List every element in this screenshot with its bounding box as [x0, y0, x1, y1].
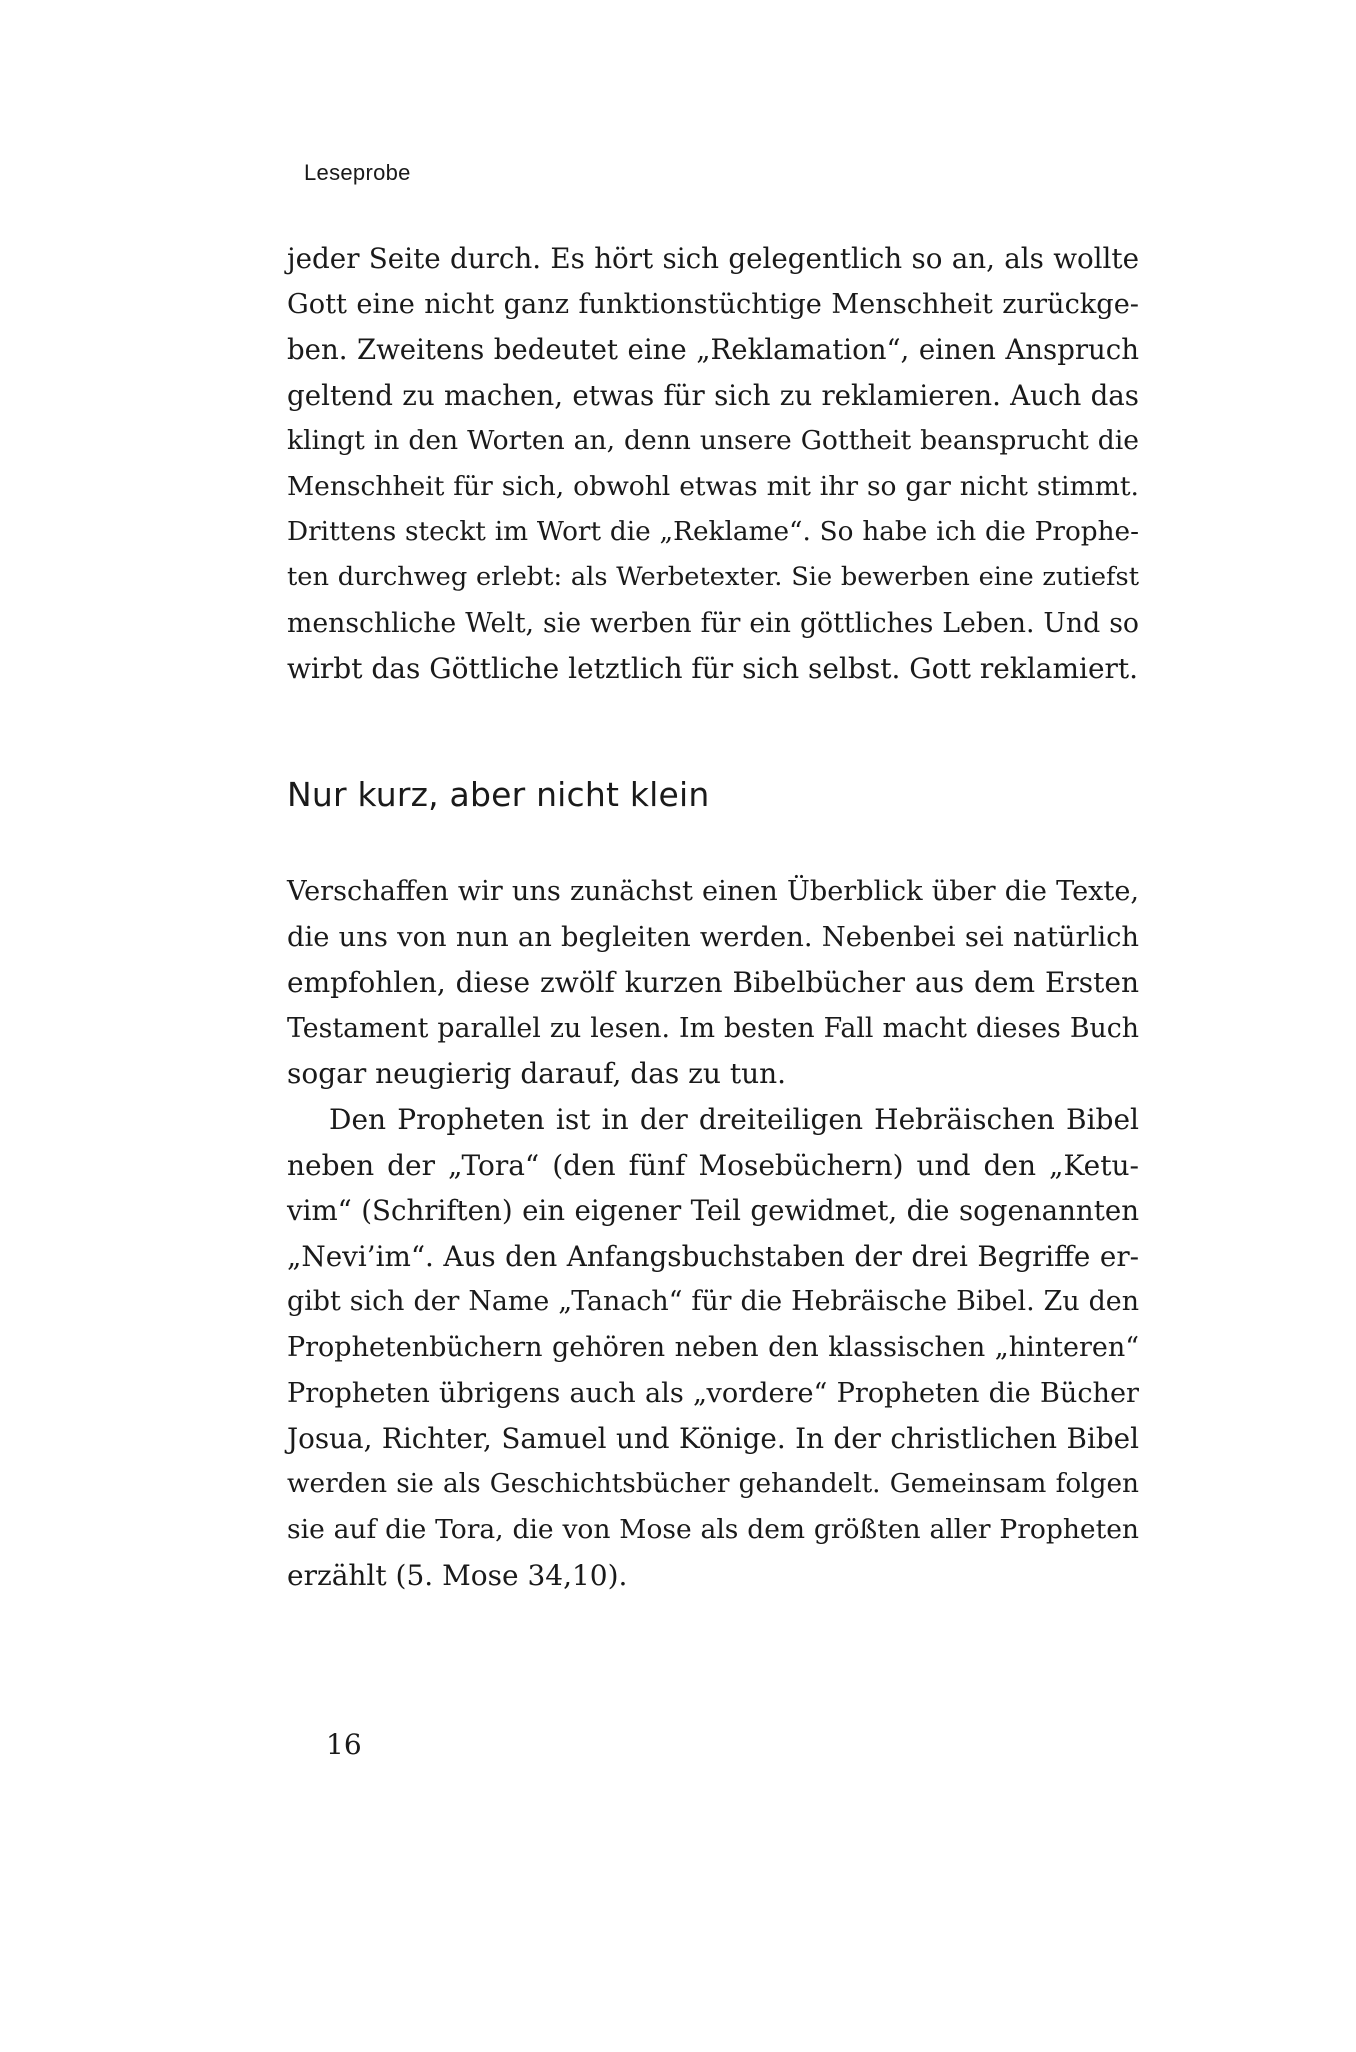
text-line: ten durchweg erlebt: als Werbetexter. Sie bewerben eine zutiefst	[287, 562, 1139, 593]
text-line: Menschheit für sich, obwohl etwas mit ihr so gar nicht stimmt.	[287, 470, 1139, 502]
text-line: neben der „Tora“ (den fünf Mosebüchern) und den „Ketu-	[287, 1148, 1139, 1182]
text-line: klingt in den Worten an, denn unsere Gottheit beansprucht die	[287, 425, 1139, 457]
text-line: gibt sich der Name „Tanach“ für die Hebräische Bibel. Zu den	[287, 1286, 1139, 1318]
text-line: ben. Zweitens bedeutet eine „Reklamation“, einen Anspruch	[287, 333, 1139, 367]
text-line: menschliche Welt, sie werben für ein göttliches Leben. Und so	[287, 607, 1139, 639]
text-line: Testament parallel zu lesen. Im besten Fall macht dieses Buch	[287, 1012, 1139, 1044]
text-line: jeder Seite durch. Es hört sich gelegentlich so an, als wollte	[287, 242, 1139, 275]
text-line: werden sie als Geschichtsbücher gehandelt. Gemeinsam folgen	[287, 1468, 1139, 1499]
paragraph-intro	[287, 869, 1139, 1097]
text-line: Verschaffen wir uns zunächst einen Überblick über die Texte,	[287, 876, 1139, 907]
paragraph-continued	[287, 236, 1139, 692]
text-line: empfohlen, diese zwölf kurzen Bibelbücher aus dem Ersten	[287, 966, 1139, 1000]
section-heading: Nur kurz, aber nicht klein	[287, 775, 710, 814]
text-line: sie auf die Tora, die von Mose als dem größten aller Propheten	[287, 1514, 1139, 1546]
text-line: Josua, Richter, Samuel und Könige. In der christlichen Bibel	[287, 1422, 1139, 1456]
text-line: Prophetenbüchern gehören neben den klassischen „hinteren“	[287, 1331, 1139, 1363]
text-line: erzählt (5. Mose 34,10).	[287, 1558, 628, 1592]
text-line: Drittens steckt im Wort die „Reklame“. So habe ich die Prophe-	[287, 516, 1139, 547]
text-line: Gott eine nicht ganz funktionstüchtige Menschheit zurückge-	[287, 288, 1139, 320]
text-line: die uns von nun an begleiten werden. Nebenbei sei natürlich	[287, 921, 1139, 953]
text-line: vim“ (Schriften) ein eigener Teil gewidmet, die sogenannten	[287, 1194, 1139, 1228]
text-line: wirbt das Göttliche letztlich für sich selbst. Gott reklamiert.	[287, 652, 1139, 686]
text-line: geltend zu machen, etwas für sich zu reklamieren. Auch das	[287, 378, 1139, 412]
text-line: sogar neugierig darauf, das zu tun.	[287, 1057, 787, 1091]
paragraph-prophets	[287, 1097, 1139, 1599]
running-header: Leseprobe	[304, 160, 411, 185]
text-line: „Nevi’im“. Aus den Anfangsbuchstaben der drei Begriffe er-	[287, 1239, 1139, 1273]
text-line: Propheten übrigens auch als „vordere“ Propheten die Bücher	[287, 1377, 1139, 1409]
text-line: Den Propheten ist in der dreiteiligen Hebräischen Bibel	[329, 1103, 1139, 1136]
page-number: 16	[326, 1728, 362, 1761]
